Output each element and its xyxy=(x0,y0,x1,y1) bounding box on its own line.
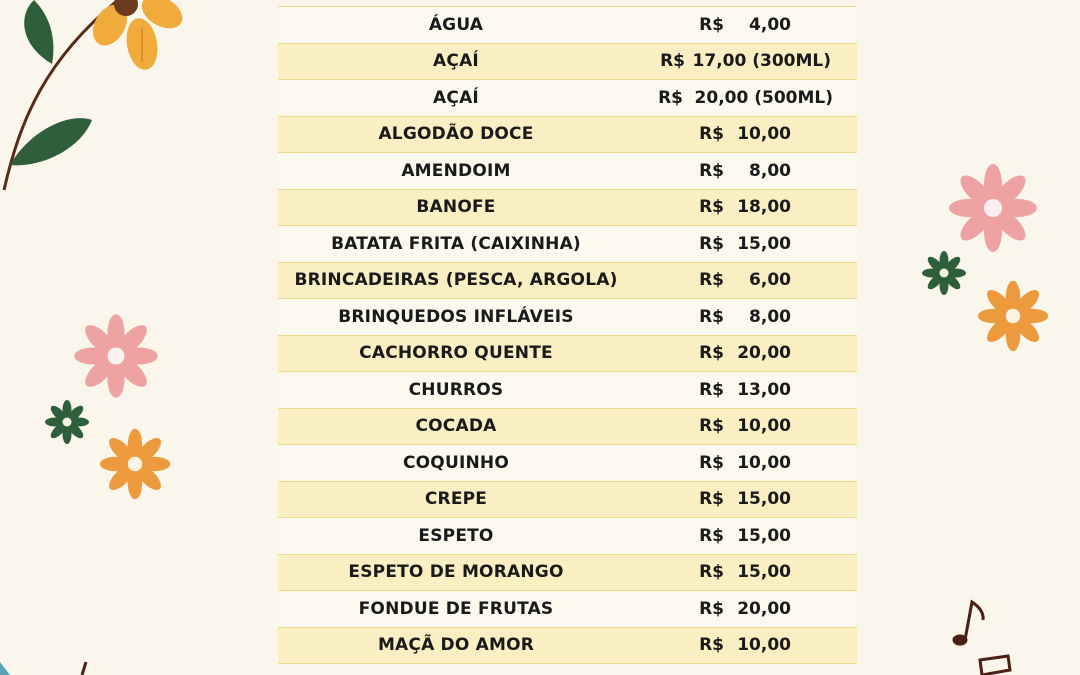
price-value: 18,00 xyxy=(737,197,791,218)
table-row xyxy=(278,117,857,154)
table-row xyxy=(278,372,857,409)
price-value: 13,00 xyxy=(737,379,791,400)
item-name: FONDUE DE FRUTAS xyxy=(358,598,554,619)
price-value: 20,00 xyxy=(737,598,791,619)
currency-symbol: R$ xyxy=(699,233,724,254)
item-price xyxy=(634,409,857,445)
item-name: COCADA xyxy=(415,416,497,437)
item-price xyxy=(634,628,857,664)
price-value: 10,00 xyxy=(737,124,791,145)
table-row xyxy=(278,7,857,44)
price-value: 4,00 xyxy=(749,14,791,35)
item-price xyxy=(634,44,857,80)
price-value: 6,00 xyxy=(749,270,791,291)
currency-symbol: R$ xyxy=(699,635,724,656)
currency-symbol: R$ xyxy=(699,343,724,364)
price-value: 20,00 xyxy=(737,343,791,364)
currency-symbol: R$ xyxy=(699,124,724,145)
table-row xyxy=(278,80,857,117)
item-price xyxy=(634,80,857,116)
currency-symbol: R$ xyxy=(699,452,724,473)
price-value: 15,00 xyxy=(737,562,791,583)
price-value: 10,00 xyxy=(737,416,791,437)
item-name: AÇAÍ xyxy=(433,51,479,72)
currency-symbol: R$ xyxy=(699,14,724,35)
music-note-icon xyxy=(953,602,1010,675)
sunflower-icon xyxy=(4,0,188,190)
price-value: 10,00 xyxy=(737,635,791,656)
price-value: 8,00 xyxy=(749,160,791,181)
price-table xyxy=(278,6,857,664)
item-price xyxy=(634,7,857,43)
table-row xyxy=(278,44,857,81)
green-flower-icon xyxy=(45,400,89,444)
price-value: 20,00 (500ML) xyxy=(694,87,833,108)
pink-flower-icon xyxy=(949,164,1037,252)
item-name: ÁGUA xyxy=(428,14,484,35)
item-price xyxy=(634,153,857,189)
item-name: CHURROS xyxy=(408,379,504,400)
currency-symbol: R$ xyxy=(699,270,724,291)
item-price xyxy=(634,518,857,554)
item-price xyxy=(634,372,857,408)
table-row xyxy=(278,518,857,555)
item-price xyxy=(634,226,857,262)
pink-flower-icon xyxy=(74,314,158,398)
item-price xyxy=(634,190,857,226)
currency-symbol: R$ xyxy=(660,51,685,72)
music-note-icon xyxy=(0,662,86,675)
item-name: ESPETO DE MORANGO xyxy=(348,562,564,583)
item-price xyxy=(634,591,857,627)
currency-symbol: R$ xyxy=(699,525,724,546)
price-value: 8,00 xyxy=(749,306,791,327)
table-row xyxy=(278,482,857,519)
currency-symbol: R$ xyxy=(699,598,724,619)
price-value: 15,00 xyxy=(737,489,791,510)
green-flower-icon xyxy=(922,251,966,295)
table-row xyxy=(278,153,857,190)
item-name: CREPE xyxy=(424,489,488,510)
orange-flower-icon xyxy=(978,281,1048,351)
currency-symbol: R$ xyxy=(699,379,724,400)
table-row xyxy=(278,190,857,227)
currency-symbol: R$ xyxy=(699,489,724,510)
orange-flower-icon xyxy=(100,429,170,499)
table-row xyxy=(278,445,857,482)
table-row xyxy=(278,299,857,336)
currency-symbol: R$ xyxy=(699,306,724,327)
currency-symbol: R$ xyxy=(658,87,683,108)
currency-symbol: R$ xyxy=(699,160,724,181)
table-row xyxy=(278,263,857,300)
item-price xyxy=(634,117,857,153)
item-name: BANOFE xyxy=(416,197,496,218)
item-price xyxy=(634,482,857,518)
item-name: AÇAÍ xyxy=(433,87,479,108)
item-name: AMENDOIM xyxy=(401,160,511,181)
currency-symbol: R$ xyxy=(699,416,724,437)
currency-symbol: R$ xyxy=(699,197,724,218)
item-price xyxy=(634,299,857,335)
item-name: MAÇÃ DO AMOR xyxy=(377,635,535,656)
table-row xyxy=(278,226,857,263)
table-row xyxy=(278,555,857,592)
item-name: ALGODÃO DOCE xyxy=(378,124,534,145)
price-value: 15,00 xyxy=(737,233,791,254)
table-row xyxy=(278,409,857,446)
item-price xyxy=(634,555,857,591)
price-value: 15,00 xyxy=(737,525,791,546)
item-name: ESPETO xyxy=(418,525,494,546)
table-row xyxy=(278,628,857,665)
item-price xyxy=(634,263,857,299)
table-row xyxy=(278,336,857,373)
item-name: COQUINHO xyxy=(402,452,509,473)
price-value: 10,00 xyxy=(737,452,791,473)
price-value: 17,00 (300ML) xyxy=(692,51,831,72)
currency-symbol: R$ xyxy=(699,562,724,583)
item-name: BATATA FRITA (CAIXINHA) xyxy=(331,233,581,254)
item-price xyxy=(634,445,857,481)
item-name: BRINQUEDOS INFLÁVEIS xyxy=(338,306,574,327)
item-price xyxy=(634,336,857,372)
item-name: CACHORRO QUENTE xyxy=(359,343,553,364)
table-row xyxy=(278,591,857,628)
item-name: BRINCADEIRAS (PESCA, ARGOLA) xyxy=(294,270,618,291)
